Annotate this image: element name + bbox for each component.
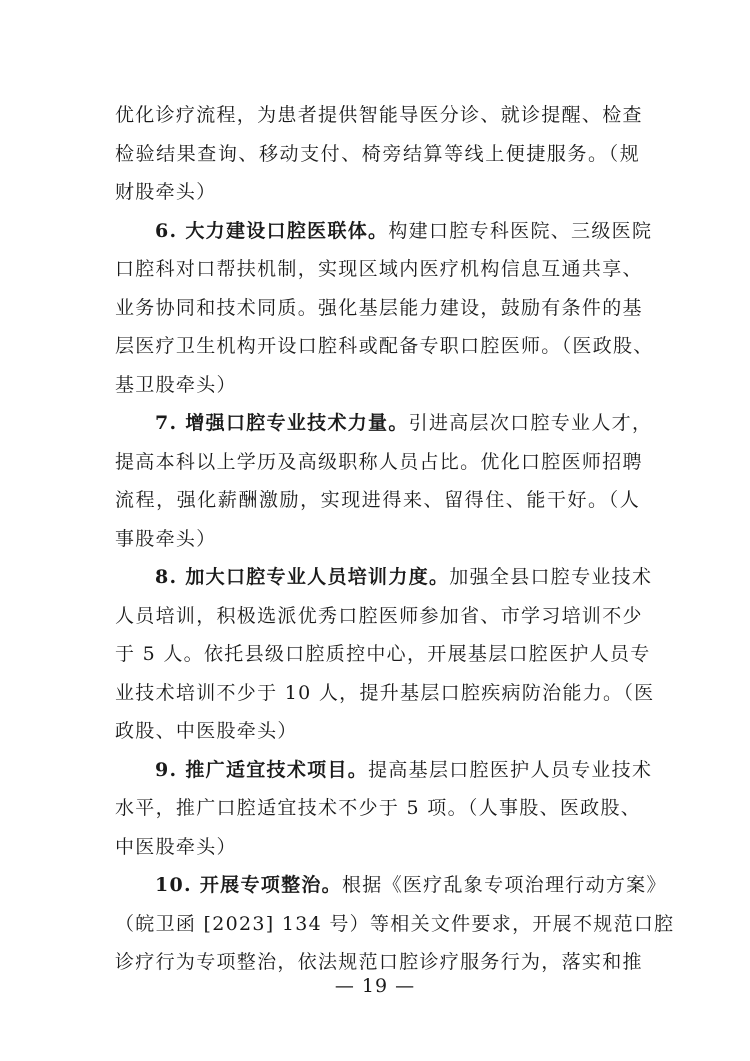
text-line bbox=[115, 250, 643, 289]
line-text: 诊疗行为专项整治，依法规范口腔诊疗服务行为，落实和推 bbox=[115, 951, 643, 973]
text-line bbox=[115, 597, 643, 636]
text-line bbox=[115, 135, 640, 174]
text-line bbox=[115, 789, 640, 828]
item-heading: 10. 开展专项整治。 bbox=[155, 874, 342, 896]
text-line bbox=[115, 635, 651, 674]
line-text: 流程，强化薪酬激励，实现进得来、留得住、能干好。（人 bbox=[115, 489, 640, 511]
line-text: 基卫股牵头） bbox=[115, 373, 237, 396]
text-line bbox=[115, 404, 653, 443]
line-text: 口腔科对口帮扶机制，实现区域内医疗机构信息互通共享、 bbox=[115, 258, 643, 280]
line-text: 政股、中医股牵头） bbox=[115, 720, 298, 742]
line-text: 提高本科以上学历及高级职称人员占比。优化口腔医师招聘 bbox=[115, 450, 643, 473]
item-heading: 9. 推广适宜技术项目。 bbox=[155, 758, 369, 781]
line-text: 业务协同和技术同质。强化基层能力建设，鼓励有条件的基 bbox=[115, 296, 643, 319]
line-text: 引进高层次口腔专业人才， bbox=[408, 412, 653, 434]
line-text: 水平，推广口腔适宜技术不少于 5 项。（人事股、医政股、 bbox=[115, 797, 642, 819]
line-text: 于 5 人。依托县级口腔质控中心，开展基层口腔医护人员专 bbox=[115, 643, 651, 665]
page-number: — 19 — bbox=[334, 975, 416, 997]
line-text: 人员培训，积极选派优秀口腔医师参加省、市学习培训不少 bbox=[115, 604, 643, 627]
text-line bbox=[115, 443, 643, 482]
line-text: 业技术培训不少于 10 人，提升基层口腔疾病防治能力。（医 bbox=[115, 681, 655, 704]
text-line bbox=[115, 212, 653, 251]
item-heading: 7. 增强口腔专业技术力量。 bbox=[155, 412, 409, 434]
line-text: 根据《医疗乱象专项治理行动方案》 bbox=[341, 874, 667, 896]
text-line bbox=[115, 828, 640, 867]
text-line bbox=[115, 289, 643, 328]
text-line bbox=[115, 712, 640, 751]
line-text: 优化诊疗流程，为患者提供智能导医分诊、就诊提醒、检查 bbox=[115, 104, 643, 126]
text-line bbox=[115, 751, 653, 790]
line-text: 检验结果查询、移动支付、椅旁结算等线上便捷服务。（规 bbox=[115, 142, 640, 165]
line-text: 事股牵头） bbox=[115, 527, 217, 550]
line-text: 财股牵头） bbox=[115, 181, 217, 203]
line-text: 构建口腔专科医院、三级医院 bbox=[388, 219, 653, 242]
text-line bbox=[115, 674, 655, 713]
text-line bbox=[115, 481, 640, 520]
item-heading: 8. 加大口腔专业人员培训力度。 bbox=[155, 566, 450, 588]
text-line bbox=[115, 866, 667, 905]
line-text: 层医疗卫生机构开设口腔科或配备专职口腔医师。（医政股、 bbox=[115, 335, 654, 357]
text-line bbox=[115, 96, 643, 135]
text-line bbox=[115, 520, 640, 559]
text-line bbox=[115, 905, 675, 944]
line-text: 提高基层口腔医护人员专业技术 bbox=[368, 758, 653, 781]
body-text bbox=[115, 96, 675, 982]
item-heading: 6. 大力建设口腔医联体。 bbox=[155, 219, 389, 242]
line-text: 中医股牵头） bbox=[115, 835, 237, 858]
text-line bbox=[115, 558, 653, 597]
line-text: （皖卫函 [2023] 134 号）等相关文件要求，开展不规范口腔 bbox=[115, 912, 675, 935]
text-line bbox=[115, 173, 640, 212]
text-line bbox=[115, 327, 654, 366]
text-line bbox=[115, 366, 640, 405]
line-text: 加强全县口腔专业技术 bbox=[449, 566, 653, 588]
